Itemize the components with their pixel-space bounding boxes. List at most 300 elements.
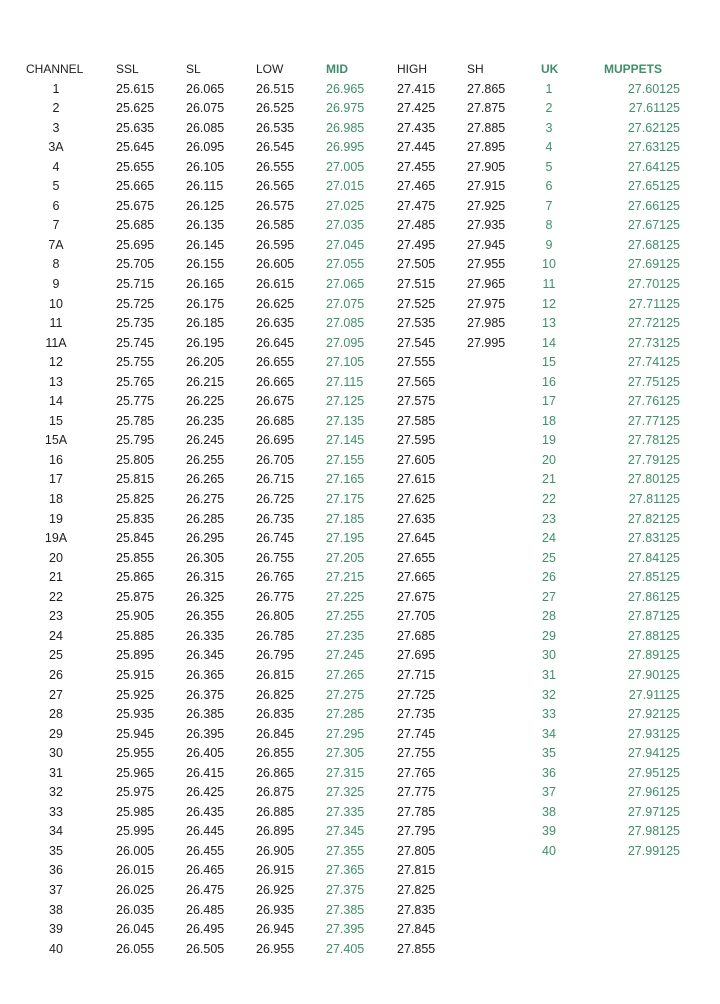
cell-mid: 27.195 — [326, 531, 365, 546]
cell-high: 27.425 — [397, 101, 436, 116]
cell-uk: 37 — [542, 785, 556, 800]
cell-mid: 27.275 — [326, 687, 365, 702]
header-ssl: SSL — [116, 62, 139, 76]
cell-channel: 30 — [49, 746, 63, 761]
cell-channel: 29 — [49, 726, 63, 741]
table-row — [0, 705, 720, 725]
cell-uk: 23 — [542, 511, 556, 526]
table-header-row — [0, 60, 720, 80]
cell-sl: 26.395 — [186, 726, 225, 741]
cell-channel: 25 — [49, 648, 63, 663]
cell-uk: 29 — [542, 628, 556, 643]
cell-low: 26.585 — [256, 218, 295, 233]
cell-low: 26.655 — [256, 355, 295, 370]
table-row — [0, 822, 720, 842]
cell-channel: 22 — [49, 589, 63, 604]
cell-low: 26.625 — [256, 296, 295, 311]
cell-channel: 38 — [49, 902, 63, 917]
cell-high: 27.695 — [397, 648, 436, 663]
cell-mid: 27.285 — [326, 707, 365, 722]
cell-ssl: 25.955 — [116, 746, 155, 761]
cell-mid: 27.335 — [326, 804, 365, 819]
cell-low: 26.875 — [256, 785, 295, 800]
table-row — [0, 646, 720, 666]
cell-low: 26.855 — [256, 746, 295, 761]
cell-channel: 35 — [49, 843, 63, 858]
cell-sl: 26.445 — [186, 824, 225, 839]
cell-sl: 26.375 — [186, 687, 225, 702]
cell-low: 26.605 — [256, 257, 295, 272]
cell-sh: 27.945 — [467, 237, 506, 252]
cell-mid: 27.145 — [326, 433, 365, 448]
cell-high: 27.815 — [397, 863, 436, 878]
cell-muppets: 27.63125 — [627, 140, 680, 155]
cell-high: 27.585 — [397, 413, 436, 428]
table-row — [0, 744, 720, 764]
cell-sl: 26.485 — [186, 902, 225, 917]
cell-mid: 26.975 — [326, 101, 365, 116]
cell-muppets: 27.86125 — [627, 589, 680, 604]
cell-muppets: 27.71125 — [628, 296, 680, 311]
cell-channel: 23 — [49, 609, 63, 624]
cell-channel: 11A — [45, 335, 67, 350]
cell-mid: 26.965 — [326, 81, 365, 96]
cell-high: 27.595 — [397, 433, 436, 448]
cell-muppets: 27.75125 — [627, 374, 680, 389]
cell-ssl: 25.915 — [116, 667, 155, 682]
table-row — [0, 275, 720, 295]
cell-ssl: 25.705 — [116, 257, 155, 272]
table-row — [0, 842, 720, 862]
cell-channel: 12 — [49, 355, 63, 370]
table-row — [0, 158, 720, 178]
cell-high: 27.765 — [397, 765, 436, 780]
table-row — [0, 549, 720, 569]
cell-low: 26.555 — [256, 159, 295, 174]
cell-sl: 26.355 — [186, 609, 225, 624]
table-row — [0, 353, 720, 373]
cell-mid: 27.255 — [326, 609, 365, 624]
cell-channel: 31 — [49, 765, 63, 780]
cell-ssl: 25.805 — [116, 452, 155, 467]
cell-sl: 26.225 — [186, 394, 225, 409]
table-row — [0, 392, 720, 412]
cell-mid: 27.015 — [326, 179, 365, 194]
cell-channel: 1 — [52, 81, 60, 96]
cell-low: 26.805 — [256, 609, 295, 624]
cell-ssl: 26.035 — [116, 902, 155, 917]
cell-channel: 6 — [52, 198, 60, 213]
cell-high: 27.755 — [397, 746, 436, 761]
cell-high: 27.435 — [397, 120, 436, 135]
cell-mid: 27.295 — [326, 726, 365, 741]
cell-sl: 26.095 — [186, 140, 225, 155]
cell-ssl: 25.895 — [116, 648, 155, 663]
cell-channel: 32 — [49, 785, 63, 800]
cell-low: 26.545 — [256, 140, 295, 155]
cell-uk: 10 — [542, 257, 556, 272]
cell-uk: 31 — [542, 667, 556, 682]
cell-ssl: 25.715 — [116, 277, 155, 292]
cell-low: 26.525 — [256, 101, 295, 116]
cell-high: 27.645 — [397, 531, 436, 546]
cell-low: 26.715 — [256, 472, 295, 487]
cell-low: 26.565 — [256, 179, 295, 194]
header-mid: MID — [326, 62, 348, 76]
cell-sl: 26.465 — [186, 863, 225, 878]
cell-channel: 21 — [49, 570, 63, 585]
cell-low: 26.845 — [256, 726, 295, 741]
cell-ssl: 25.935 — [116, 707, 155, 722]
cell-ssl: 25.925 — [116, 687, 155, 702]
cell-uk: 2 — [545, 101, 553, 116]
cell-ssl: 25.865 — [116, 570, 155, 585]
cell-uk: 1 — [545, 81, 553, 96]
table-row — [0, 529, 720, 549]
table-row — [0, 197, 720, 217]
cell-muppets: 27.93125 — [627, 726, 680, 741]
cell-high: 27.615 — [397, 472, 436, 487]
cell-muppets: 27.78125 — [627, 433, 680, 448]
cell-sh: 27.975 — [467, 296, 506, 311]
cell-sl: 26.085 — [186, 120, 225, 135]
cell-low: 26.935 — [256, 902, 295, 917]
cell-channel: 20 — [49, 550, 63, 565]
cell-channel: 2 — [52, 101, 60, 116]
table-row — [0, 940, 720, 960]
table-row — [0, 119, 720, 139]
cell-sl: 26.215 — [186, 374, 225, 389]
cell-high: 27.705 — [397, 609, 436, 624]
cell-high: 27.455 — [397, 159, 436, 174]
cell-channel: 19A — [44, 531, 68, 546]
cell-muppets: 27.95125 — [627, 765, 680, 780]
cell-uk: 35 — [542, 746, 556, 761]
cell-high: 27.845 — [397, 922, 436, 937]
cell-sl: 26.175 — [186, 296, 225, 311]
table-row — [0, 490, 720, 510]
cell-channel: 14 — [49, 394, 63, 409]
cell-mid: 27.355 — [326, 843, 365, 858]
cell-mid: 27.395 — [326, 922, 365, 937]
table-body — [0, 80, 720, 960]
cell-mid: 27.265 — [326, 667, 365, 682]
cell-high: 27.735 — [397, 707, 436, 722]
cell-mid: 27.375 — [326, 882, 365, 897]
cell-high: 27.715 — [397, 667, 436, 682]
table-row — [0, 607, 720, 627]
cell-muppets: 27.66125 — [627, 198, 680, 213]
cell-mid: 27.305 — [326, 746, 365, 761]
cell-channel: 4 — [52, 159, 60, 174]
table-row — [0, 470, 720, 490]
cell-ssl: 25.825 — [116, 492, 155, 507]
cell-uk: 16 — [542, 374, 556, 389]
cell-mid: 27.135 — [326, 413, 365, 428]
cell-channel: 16 — [49, 452, 63, 467]
cell-ssl: 25.775 — [116, 394, 155, 409]
cell-mid: 27.085 — [326, 316, 365, 331]
cell-high: 27.775 — [397, 785, 436, 800]
cell-low: 26.905 — [256, 843, 295, 858]
cell-ssl: 25.665 — [116, 179, 155, 194]
cell-mid: 27.125 — [326, 394, 365, 409]
cell-muppets: 27.80125 — [627, 472, 680, 487]
cell-muppets: 27.82125 — [627, 511, 680, 526]
cell-high: 27.495 — [397, 237, 436, 252]
cell-channel: 36 — [49, 863, 63, 878]
cell-uk: 14 — [542, 335, 556, 350]
cell-high: 27.445 — [397, 140, 436, 155]
table-row — [0, 901, 720, 921]
cell-ssl: 25.815 — [116, 472, 155, 487]
cell-channel: 7A — [48, 237, 64, 252]
cell-low: 26.575 — [256, 198, 295, 213]
cell-ssl: 25.635 — [116, 120, 155, 135]
cell-mid: 27.175 — [326, 492, 365, 507]
table-row — [0, 216, 720, 236]
table-row — [0, 431, 720, 451]
cell-ssl: 25.645 — [116, 140, 155, 155]
table-row — [0, 725, 720, 745]
table-row — [0, 236, 720, 256]
cell-mid: 27.095 — [326, 335, 365, 350]
table-row — [0, 138, 720, 158]
cell-uk: 26 — [542, 570, 556, 585]
cell-high: 27.535 — [397, 316, 436, 331]
cell-ssl: 25.615 — [116, 81, 155, 96]
cell-channel: 27 — [49, 687, 63, 702]
cell-mid: 27.105 — [326, 355, 365, 370]
cell-high: 27.605 — [397, 452, 436, 467]
cell-sh: 27.995 — [467, 335, 506, 350]
cell-ssl: 25.675 — [116, 198, 155, 213]
cell-low: 26.515 — [256, 81, 295, 96]
cell-channel: 8 — [52, 257, 60, 272]
table-row — [0, 314, 720, 334]
cell-muppets: 27.91125 — [628, 687, 680, 702]
cell-muppets: 27.77125 — [627, 413, 680, 428]
cell-mid: 27.235 — [326, 628, 365, 643]
cell-ssl: 25.765 — [116, 374, 155, 389]
cell-ssl: 25.965 — [116, 765, 155, 780]
header-muppets: MUPPETS — [604, 62, 663, 76]
cell-mid: 27.365 — [326, 863, 365, 878]
cell-sl: 26.275 — [186, 492, 225, 507]
cell-sl: 26.425 — [186, 785, 225, 800]
cell-uk: 22 — [542, 492, 556, 507]
cell-high: 27.525 — [397, 296, 436, 311]
cell-sl: 26.185 — [186, 316, 225, 331]
table-row — [0, 451, 720, 471]
cell-sl: 26.165 — [186, 277, 225, 292]
cell-muppets: 27.85125 — [627, 570, 680, 585]
cell-high: 27.505 — [397, 257, 436, 272]
cell-low: 26.915 — [256, 863, 295, 878]
cell-ssl: 25.835 — [116, 511, 155, 526]
cell-uk: 34 — [542, 726, 556, 741]
cell-uk: 4 — [545, 140, 553, 155]
cell-sl: 26.345 — [186, 648, 225, 663]
cell-high: 27.565 — [397, 374, 436, 389]
cell-muppets: 27.87125 — [627, 609, 680, 624]
table-row — [0, 295, 720, 315]
cell-high: 27.785 — [397, 804, 436, 819]
cell-ssl: 25.745 — [116, 335, 155, 350]
cell-ssl: 25.975 — [116, 785, 155, 800]
cell-sh: 27.865 — [467, 81, 506, 96]
table-row — [0, 881, 720, 901]
cell-muppets: 27.61125 — [628, 101, 680, 116]
cell-ssl: 26.025 — [116, 882, 155, 897]
cell-muppets: 27.81125 — [628, 492, 680, 507]
cell-uk: 40 — [542, 843, 556, 858]
cell-uk: 15 — [542, 355, 556, 370]
table-row — [0, 99, 720, 119]
cell-mid: 27.185 — [326, 511, 365, 526]
cell-ssl: 25.755 — [116, 355, 155, 370]
cell-sl: 26.455 — [186, 843, 225, 858]
cell-low: 26.535 — [256, 120, 295, 135]
cell-low: 26.865 — [256, 765, 295, 780]
cell-muppets: 27.76125 — [627, 394, 680, 409]
cell-low: 26.755 — [256, 550, 295, 565]
cell-ssl: 26.055 — [116, 941, 155, 956]
cell-ssl: 25.905 — [116, 609, 155, 624]
cell-sl: 26.415 — [186, 765, 225, 780]
cell-low: 26.745 — [256, 531, 295, 546]
cell-ssl: 25.885 — [116, 628, 155, 643]
cell-muppets: 27.70125 — [627, 277, 680, 292]
cell-channel: 33 — [49, 804, 63, 819]
cell-sl: 26.235 — [186, 413, 225, 428]
cell-sh: 27.905 — [467, 159, 506, 174]
cell-ssl: 26.005 — [116, 843, 155, 858]
cell-low: 26.695 — [256, 433, 295, 448]
cell-ssl: 25.735 — [116, 316, 155, 331]
cell-high: 27.475 — [397, 198, 436, 213]
cell-ssl: 25.995 — [116, 824, 155, 839]
cell-sl: 26.265 — [186, 472, 225, 487]
cell-channel: 3 — [52, 120, 60, 135]
cell-uk: 30 — [542, 648, 556, 663]
cell-mid: 27.325 — [326, 785, 365, 800]
table-row — [0, 686, 720, 706]
cell-ssl: 25.855 — [116, 550, 155, 565]
cell-muppets: 27.89125 — [627, 648, 680, 663]
cell-low: 26.765 — [256, 570, 295, 585]
cell-mid: 27.155 — [326, 452, 365, 467]
cell-uk: 3 — [545, 120, 553, 135]
cell-mid: 27.055 — [326, 257, 365, 272]
table-row — [0, 764, 720, 784]
cell-mid: 27.005 — [326, 159, 365, 174]
cell-mid: 27.315 — [326, 765, 365, 780]
cell-muppets: 27.79125 — [627, 452, 680, 467]
cell-sl: 26.405 — [186, 746, 225, 761]
cell-channel: 15A — [44, 433, 68, 448]
cell-sl: 26.195 — [186, 335, 225, 350]
cell-mid: 27.035 — [326, 218, 365, 233]
cell-sl: 26.285 — [186, 511, 225, 526]
cell-ssl: 25.685 — [116, 218, 155, 233]
cell-sl: 26.315 — [186, 570, 225, 585]
cell-channel: 39 — [49, 922, 63, 937]
table-row — [0, 412, 720, 432]
cell-channel: 5 — [52, 179, 60, 194]
header-channel: CHANNEL — [26, 62, 84, 76]
cell-high: 27.855 — [397, 941, 436, 956]
cell-low: 26.595 — [256, 237, 295, 252]
cell-high: 27.515 — [397, 277, 436, 292]
cell-muppets: 27.92125 — [627, 707, 680, 722]
cell-sh: 27.915 — [467, 179, 506, 194]
cell-sl: 26.115 — [186, 179, 224, 194]
cell-uk: 24 — [542, 531, 556, 546]
cell-sh: 27.985 — [467, 316, 506, 331]
cell-uk: 21 — [542, 472, 556, 487]
table-row — [0, 803, 720, 823]
cell-low: 26.825 — [256, 687, 295, 702]
cell-sl: 26.105 — [186, 159, 225, 174]
cell-channel: 28 — [49, 707, 63, 722]
cell-ssl: 25.655 — [116, 159, 155, 174]
cell-muppets: 27.64125 — [627, 159, 680, 174]
cell-high: 27.465 — [397, 179, 436, 194]
cell-ssl: 26.015 — [116, 863, 155, 878]
cell-low: 26.705 — [256, 452, 295, 467]
cell-ssl: 25.945 — [116, 726, 155, 741]
cell-sl: 26.305 — [186, 550, 225, 565]
cell-mid: 27.225 — [326, 589, 365, 604]
cell-muppets: 27.69125 — [627, 257, 680, 272]
cell-channel: 17 — [49, 472, 63, 487]
cell-uk: 36 — [542, 765, 556, 780]
cell-sl: 26.255 — [186, 452, 225, 467]
cell-mid: 27.345 — [326, 824, 365, 839]
cell-muppets: 27.74125 — [627, 355, 680, 370]
cell-high: 27.545 — [397, 335, 436, 350]
cell-sh: 27.895 — [467, 140, 506, 155]
cell-high: 27.625 — [397, 492, 436, 507]
cell-uk: 39 — [542, 824, 556, 839]
cell-channel: 3A — [48, 140, 64, 155]
cell-high: 27.685 — [397, 628, 436, 643]
cell-channel: 26 — [49, 667, 63, 682]
header-low: LOW — [256, 62, 284, 76]
table-row — [0, 80, 720, 100]
cell-sl: 26.335 — [186, 628, 225, 643]
header-high: HIGH — [397, 62, 427, 76]
cell-uk: 18 — [542, 413, 556, 428]
cell-sl: 26.075 — [186, 101, 225, 116]
cell-muppets: 27.94125 — [627, 746, 680, 761]
cell-low: 26.785 — [256, 628, 295, 643]
cell-low: 26.775 — [256, 589, 295, 604]
cell-mid: 27.025 — [326, 198, 365, 213]
cell-channel: 15 — [49, 413, 63, 428]
cell-high: 27.415 — [397, 81, 436, 96]
frequency-table — [0, 60, 720, 959]
cell-ssl: 25.985 — [116, 804, 155, 819]
cell-ssl: 25.785 — [116, 413, 155, 428]
cell-channel: 24 — [49, 628, 63, 643]
cell-ssl: 25.725 — [116, 296, 155, 311]
cell-uk: 8 — [545, 218, 553, 233]
table-row — [0, 510, 720, 530]
cell-high: 27.665 — [397, 570, 436, 585]
cell-low: 26.925 — [256, 882, 295, 897]
